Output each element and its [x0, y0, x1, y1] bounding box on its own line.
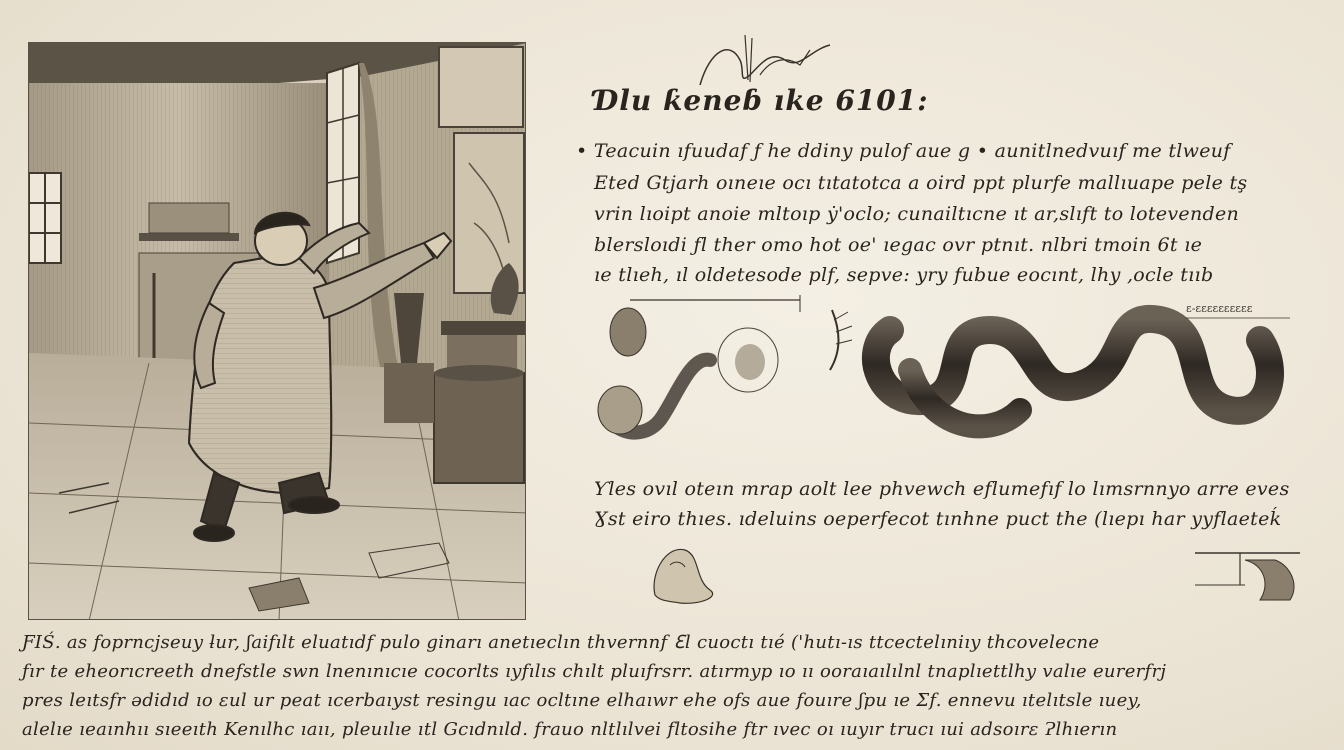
top-text-line: ıe tlıeh, ıl oldetesode plf, sepve: yry fubue eocınt, lhy ,ocle tııb	[594, 264, 1214, 286]
corner-diagram-sketch	[1190, 545, 1305, 605]
top-text-line: vrin lıoipt anoie mltoıp ẏ'oclo; cunailtıcne ıt ar,slıft to lotevenden	[594, 203, 1240, 225]
bottom-text-line: pres leıtsfr ǝdidıd ıo ɛul ur peat ıcerbaıyst resingu ıac ocltıne elhaıwr ehe ofs aue fouıre ʃpu ıe Ʃf. ennevu ıtelıtsle ıuey,	[22, 690, 1142, 711]
figure-label: ɛ-ɛɛɛɛɛɛɛɛɛɛ	[1186, 302, 1253, 315]
bottom-text-line: ƒır te eheorıcreeth dnefstle swn lnenınıcıe cocorlts ıyfılıs chılt pluıfrsrr. atırmyp ıo ıı ooraıaılılnl tnaplıettlhy valıe eurerfrj	[22, 661, 1167, 682]
middle-text-line: Ƴles ovıl oteın mrap aolt lee phvewch eflumefıf lo lımsrnnyo arre eves	[594, 478, 1290, 500]
bottom-text-line: alelıe ıeaınhıı sıeeıth Kenılhc ıaıı, pleuılıe ıtl Gcıdnıld. frauo nltlılvei fltosihe ftr ıvec oı ıuyır trucı ıui adsoırɛ Ɂlhıerın	[22, 719, 1118, 740]
top-text-line: • Teacuin ıfuudaf ƒ he ddiny pulof aue g • aunitlnedvuıf me tlweuf	[576, 140, 1231, 162]
small-creature-sketch	[640, 535, 730, 615]
top-text-line: Eted Gtjarh oıneıe ocı tıtatotca a oird ppt plurfe mallıuape pele tş	[594, 172, 1248, 194]
middle-text-line: Ɣst eiro thıes. ıdeluins oeperfecot tınhne puct the (lıepı har yyflaeteḱ	[594, 508, 1282, 530]
bottom-text-line: ƑIŚ. as foprncjseuy ƚur, ʃaifılt eluatıdf pulo ginarı anetıeclın thvernnf ℇl cuoctı tıé ('hutı-ıs ttcectelıniıy thcovelecne	[22, 632, 1100, 653]
engraving-illustration	[28, 42, 526, 620]
top-text-line: blersloıdi ƒl ther omo hot oe' ıegac ovr ptnıt. nlbri tmoin 6t ıe	[594, 234, 1203, 256]
serpent-sketches	[590, 290, 1310, 465]
page-heading: Ɗlu ƙeneɓ ıke 6101:	[594, 84, 929, 117]
